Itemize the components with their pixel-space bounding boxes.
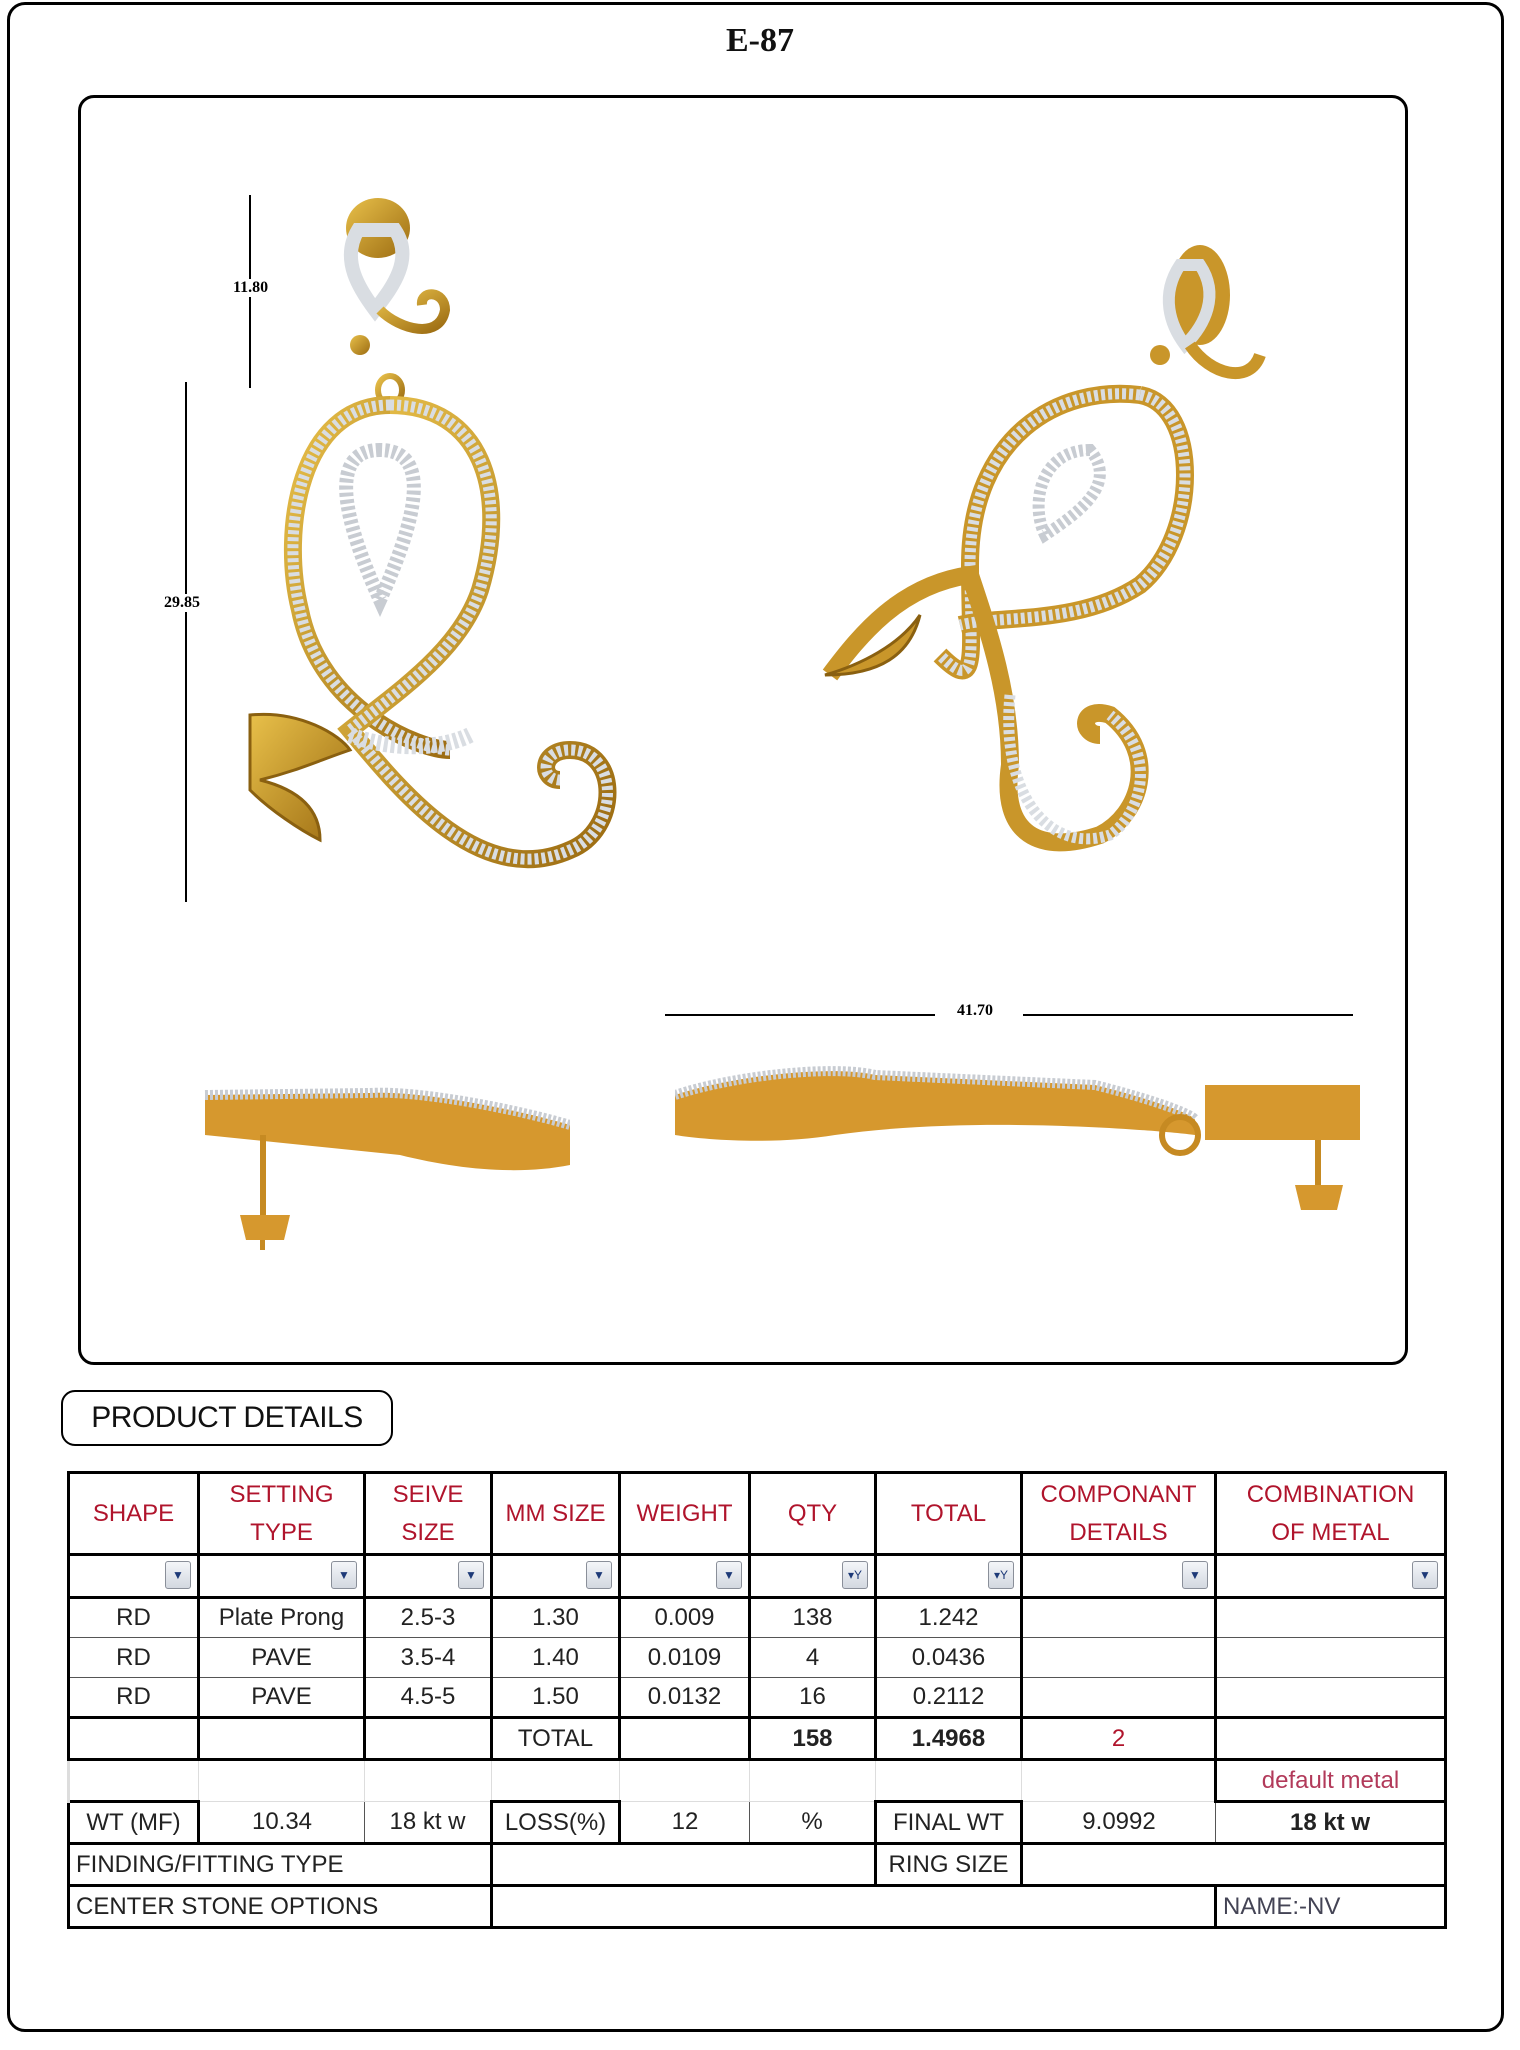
- cell-total: 1.242: [876, 1598, 1022, 1638]
- finding-value[interactable]: [492, 1844, 876, 1886]
- product-details-table: [67, 1471, 1447, 1929]
- final-wt-value: 9.0992: [1022, 1802, 1216, 1844]
- cell-componant: [1022, 1598, 1216, 1638]
- loss-unit: %: [750, 1802, 876, 1844]
- loss-value: 12: [620, 1802, 750, 1844]
- total-componant: 2: [1022, 1718, 1216, 1760]
- table-row: [69, 1598, 1446, 1638]
- center-stone-label: CENTER STONE OPTIONS: [69, 1886, 492, 1928]
- center-stone-row: [69, 1886, 1446, 1928]
- table-row: [69, 1678, 1446, 1718]
- header-shape: SHAPE: [69, 1473, 199, 1555]
- cell-shape: RD: [69, 1678, 199, 1718]
- metal-type: 18 kt w: [365, 1802, 492, 1844]
- designer-name: NAME:-NV: [1216, 1886, 1446, 1928]
- cell-combination: [1216, 1678, 1446, 1718]
- table-header-row: [69, 1473, 1446, 1555]
- table-row: [69, 1638, 1446, 1678]
- cell-weight: 0.0132: [620, 1678, 750, 1718]
- default-metal-label: default metal: [1216, 1760, 1446, 1802]
- header-setting-type: SETTING TYPE: [199, 1473, 365, 1555]
- filter-weight-button[interactable]: ▼: [716, 1561, 742, 1589]
- wt-mf-label: WT (MF): [69, 1802, 199, 1844]
- filter-setting-type-button[interactable]: ▼: [331, 1561, 357, 1589]
- cell-seive-size: 2.5-3: [365, 1598, 492, 1638]
- finding-row: [69, 1844, 1446, 1886]
- cell-qty: 4: [750, 1638, 876, 1678]
- earring-long-side-view-image: [675, 1055, 1365, 1235]
- header-seive-size: SEIVE SIZE: [365, 1473, 492, 1555]
- dimension-line-body: [185, 382, 187, 902]
- cell-shape: RD: [69, 1598, 199, 1638]
- cell-total: 0.2112: [876, 1678, 1022, 1718]
- dimension-body-height: 29.85: [164, 594, 200, 611]
- cell-total: 0.0436: [876, 1638, 1022, 1678]
- header-mm-size: MM SIZE: [492, 1473, 620, 1555]
- earring-front-view-image: [240, 190, 640, 910]
- cell-componant: [1022, 1638, 1216, 1678]
- product-details-label: PRODUCT DETAILS: [61, 1390, 393, 1446]
- cell-combination: [1216, 1598, 1446, 1638]
- finding-label: FINDING/FITTING TYPE: [69, 1844, 492, 1886]
- filter-mm-size-button[interactable]: ▼: [586, 1561, 612, 1589]
- filter-shape-button[interactable]: ▼: [165, 1561, 191, 1589]
- dimension-total-length: 41.70: [957, 1002, 993, 1019]
- header-weight: WEIGHT: [620, 1473, 750, 1555]
- cell-seive-size: 4.5-5: [365, 1678, 492, 1718]
- cell-setting-type: PAVE: [199, 1638, 365, 1678]
- filter-row: [69, 1555, 1446, 1598]
- filter-combination-button[interactable]: ▼: [1412, 1561, 1438, 1589]
- cell-seive-size: 3.5-4: [365, 1638, 492, 1678]
- cell-weight: 0.009: [620, 1598, 750, 1638]
- final-metal-type: 18 kt w: [1216, 1802, 1446, 1844]
- cell-qty: 16: [750, 1678, 876, 1718]
- total-label: TOTAL: [492, 1718, 620, 1760]
- dimension-top-height: 11.80: [233, 279, 269, 296]
- cell-mm-size: 1.30: [492, 1598, 620, 1638]
- header-total: TOTAL: [876, 1473, 1022, 1555]
- header-componant-details: COMPONANT DETAILS: [1022, 1473, 1216, 1555]
- filter-total-funnel-icon[interactable]: ▾Y: [988, 1561, 1014, 1589]
- earring-angled-view-image: [820, 235, 1280, 855]
- cell-mm-size: 1.40: [492, 1638, 620, 1678]
- metal-weight-row: [69, 1802, 1446, 1844]
- header-combination-of-metal: COMBINATION OF METAL: [1216, 1473, 1446, 1555]
- dimension-line-length-right: [1023, 1014, 1353, 1016]
- wt-mf-value: 10.34: [199, 1802, 365, 1844]
- cell-combination: [1216, 1638, 1446, 1678]
- loss-label: LOSS(%): [492, 1802, 620, 1844]
- cell-componant: [1022, 1678, 1216, 1718]
- earring-side-view-image: [200, 1075, 570, 1255]
- center-stone-value[interactable]: [492, 1886, 1216, 1928]
- total-qty: 158: [750, 1718, 876, 1760]
- default-metal-row: [69, 1760, 1446, 1802]
- header-qty: QTY: [750, 1473, 876, 1555]
- cell-weight: 0.0109: [620, 1638, 750, 1678]
- cell-setting-type: Plate Prong: [199, 1598, 365, 1638]
- filter-componant-button[interactable]: ▼: [1182, 1561, 1208, 1589]
- design-code-title: E-87: [726, 22, 794, 59]
- cell-mm-size: 1.50: [492, 1678, 620, 1718]
- cell-shape: RD: [69, 1638, 199, 1678]
- cell-qty: 138: [750, 1598, 876, 1638]
- total-row: [69, 1718, 1446, 1760]
- dimension-line-length-left: [665, 1014, 935, 1016]
- final-wt-label: FINAL WT: [876, 1802, 1022, 1844]
- cell-setting-type: PAVE: [199, 1678, 365, 1718]
- filter-seive-size-button[interactable]: ▼: [458, 1561, 484, 1589]
- ring-size-label: RING SIZE: [876, 1844, 1022, 1886]
- ring-size-value[interactable]: [1022, 1844, 1446, 1886]
- filter-qty-funnel-icon[interactable]: ▾Y: [842, 1561, 868, 1589]
- total-weight: 1.4968: [876, 1718, 1022, 1760]
